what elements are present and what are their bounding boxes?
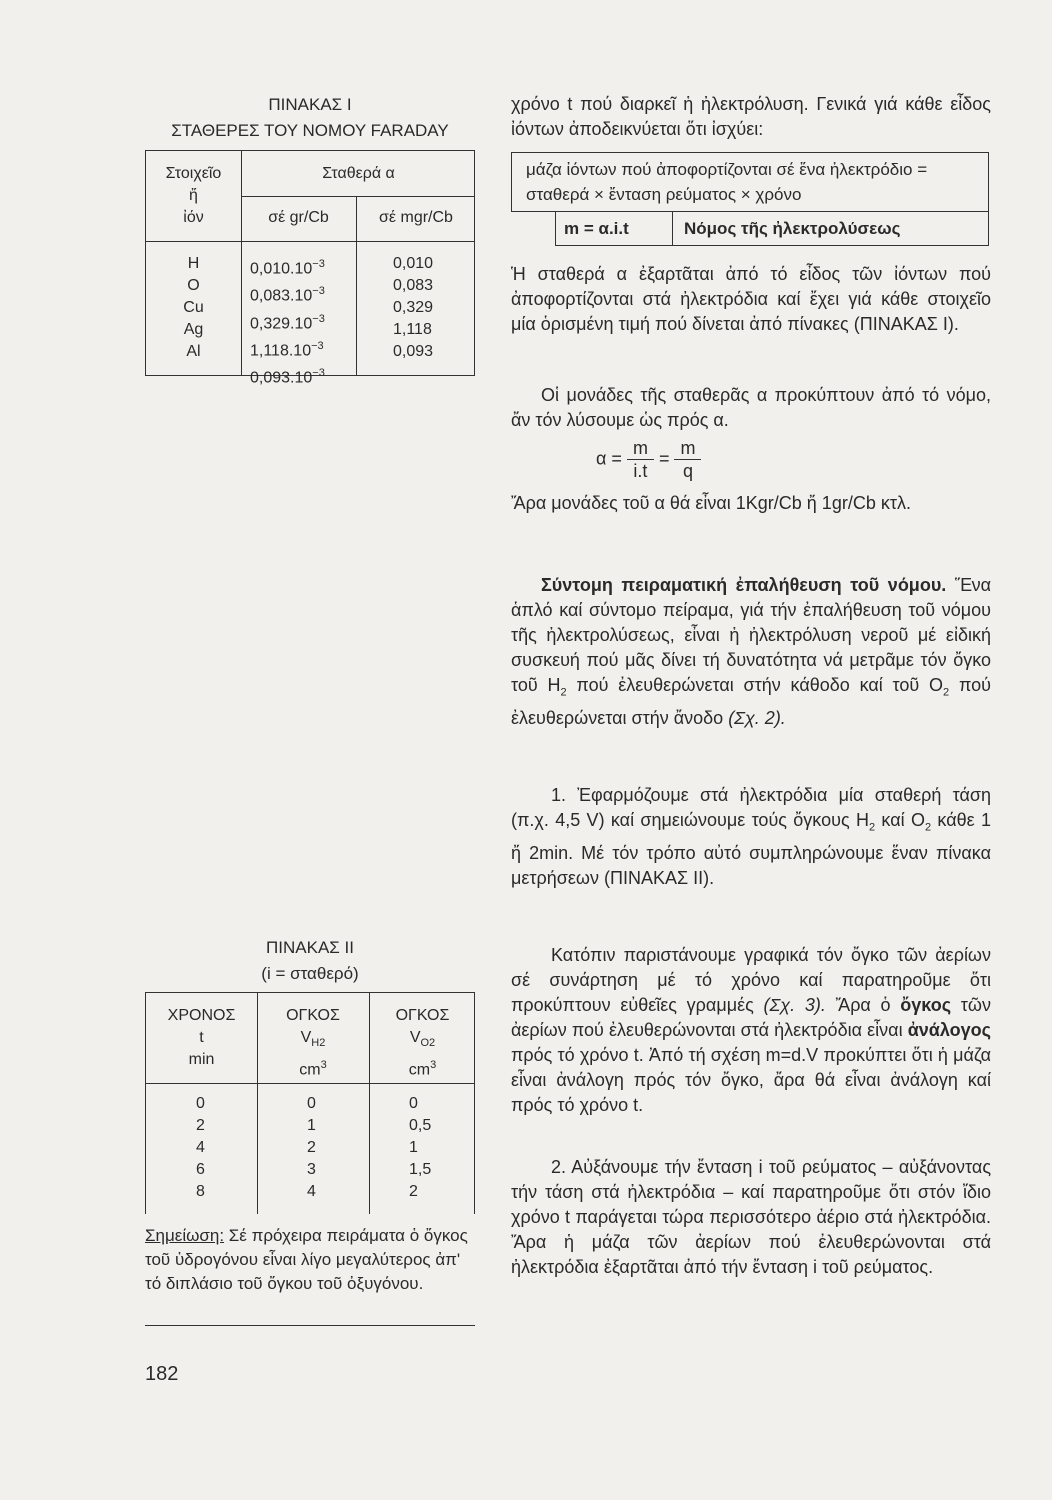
header-line: ΟΓΚΟΣ — [286, 1007, 340, 1024]
table-cell: 2 — [409, 1183, 418, 1200]
paragraph-constant: Ἡ σταθερά α ἐξαρτᾶται ἀπό τό εἶδος τῶν ἰόντων πού ἀποφορτίζονται στά ἠλεκτρόδια καί ἔχει γιά κάθε στοιχεῖο μία ὁρισμένη τιμή πού δίνεται ἀπό πίνακες (ΠΙΝΑΚΑΣ Ι). — [511, 264, 991, 334]
table-cell: 0,5 — [409, 1117, 432, 1134]
table1-col-element — [146, 253, 241, 363]
table-cell — [250, 362, 356, 389]
law-formula-box — [555, 212, 989, 246]
header-line: ἤ — [189, 187, 198, 204]
table-cell: O — [187, 277, 200, 294]
law-name: Νόμος τῆς ἠλεκτρολύσεως — [684, 219, 901, 238]
symbol: V — [300, 1029, 312, 1046]
table2-title-line2: (i = σταθερό) — [261, 964, 359, 983]
header-line: t — [199, 1029, 204, 1046]
table1-divider — [241, 196, 474, 197]
paragraph-step1 — [511, 783, 991, 891]
value: 0,329.10 — [250, 314, 313, 332]
figure-ref: (Σχ. 2). — [728, 707, 786, 728]
formula-divider — [672, 212, 673, 245]
paragraph-units: Οἱ μονάδες τῆς σταθερᾶς α προκύπτουν ἀπό τό νόμο, ἄν τόν λύσουμε ὡς πρός α. — [511, 385, 991, 430]
paragraph-step2: 2. Αὐξάνουμε τήν ἔνταση i τοῦ ρεύματος – αὐξάνοντας τήν τάση στά ἠλεκτρόδια – καί παρατηροῦμε ὅτι στόν ἴδιο χρόνο t παράγεται τώρα περισσότερο ἀέριο στά ἠλεκτρόδια. Ἄρα ἡ μάζα τῶν ἀερίων πού ἐλευθερώνονται στά ἠλεκτρόδια ἐξαρτᾶται ἀπό τήν ἔνταση i τοῦ ρεύματος. — [511, 1157, 991, 1277]
table2-title-line1: ΠΙΝΑΚΑΣ ΙΙ — [266, 938, 354, 957]
text: κάθε 1 ἤ 2min. Μέ τόν τρόπο αὐτό συμπληρώνουμε ἕναν πίνακα μετρήσεων (ΠΙΝΑΚΑΣ ΙΙ). — [511, 810, 992, 888]
value: 1,118.10 — [250, 342, 312, 360]
note — [145, 1224, 475, 1296]
table1-col-grcb — [250, 253, 356, 390]
text: τῶν ἀερίων πού ἐλευθερώνονται στά ἠλεκτρόδια εἶναι — [511, 995, 991, 1040]
subscript: 2 — [943, 686, 950, 699]
unit: cm — [408, 1061, 431, 1079]
fraction — [627, 437, 654, 482]
paragraph-units-result: Ἄρα μονάδες τοῦ α θά εἶναι 1Kgr/Cb ἤ 1gr/Cb κτλ. — [511, 493, 911, 513]
table-cell — [250, 308, 356, 335]
header-line: ἰόν — [183, 209, 204, 226]
paragraph-experiment — [511, 573, 991, 731]
table1-title-line2: ΣΤΑΘΕΡΕΣ ΤΟΥ ΝΟΜΟΥ FARADAY — [171, 121, 449, 140]
table2-header-vh2 — [257, 1005, 369, 1082]
subscript: O2 — [420, 1037, 436, 1050]
table-cell: Cu — [183, 299, 204, 316]
paragraph-intro: χρόνο t πού διαρκεῖ ἡ ἠλεκτρόλυση. Γενικά γιά κάθε εἶδος ἰόντων ἀποδεικνύεται ὅτι ἰσχύει: — [511, 94, 991, 139]
table2-col-vh2 — [307, 1093, 316, 1203]
note-rule — [145, 1325, 475, 1326]
table2-title — [145, 935, 475, 987]
table-cell: 2 — [196, 1117, 205, 1134]
table-cell: 0,093 — [393, 343, 434, 360]
table-cell: 0 — [196, 1095, 205, 1112]
text: Ἕνα ἁπλό καί σύντομο πείραμα, γιά τήν ἐπαλήθευση τοῦ νόμου τῆς ἠλεκτρολύσεως, εἶναι ἡ ἠλεκτρόλυση νεροῦ μέ εἰδική συσκευή πού μᾶς δίνει τή δυνατότητα νά μετρᾶμε τόν ὄγκο τοῦ H — [511, 575, 991, 695]
value: 0,093.10 — [250, 369, 313, 387]
table-cell: Al — [186, 343, 201, 360]
table-cell: Ag — [183, 321, 204, 338]
value: 0,010.10 — [250, 260, 313, 278]
table2-col-vo2 — [409, 1093, 431, 1203]
numerator: m — [674, 437, 701, 460]
subscript: 2 — [868, 821, 876, 834]
exponent: −3 — [311, 339, 324, 352]
equals: = — [658, 448, 670, 469]
table-cell: 1 — [409, 1139, 418, 1156]
header-line: Στοιχεῖο — [165, 165, 222, 182]
text: Κατόπιν παριστάνουμε γραφικά τόν ὄγκο τῶν ἀερίων σέ συνάρτηση μέ τό χρόνο καί παρατηροῦμε ὅτι προκύπτουν εὐθεῖες γραμμές — [511, 945, 991, 1015]
unit: cm — [299, 1061, 321, 1079]
exponent: −3 — [312, 285, 325, 298]
note-text: Σέ πρόχειρα πειράματα ὁ ὄγκος τοῦ ὑδρογόνου εἶναι λίγο μεγαλύτερος ἀπ' τό διπλάσιο τοῦ ὄγκου τοῦ ὀξυγόνου. — [145, 1226, 468, 1293]
header-line: ΟΓΚΟΣ — [395, 1007, 450, 1024]
table1 — [145, 150, 475, 387]
header-line — [369, 1054, 476, 1081]
exponent: −3 — [312, 258, 325, 270]
table-cell: 4 — [196, 1139, 205, 1156]
text: πρός τό χρόνο t. Ἀπό τή σχέση m=d.V προκύπτει ὅτι ἡ μάζα εἶναι ἀνάλογη πρός τόν ὄγκο, ἄρα θά εἶναι ἀνάλογη καί πρός τό χρόνο t. — [511, 1045, 991, 1115]
subscript: H2 — [311, 1037, 326, 1050]
table-cell: 1,5 — [409, 1161, 432, 1178]
table-cell: 3 — [307, 1161, 316, 1178]
text: Ἄρα ὁ — [825, 995, 901, 1015]
header-line — [369, 1027, 476, 1054]
table-cell — [250, 280, 356, 307]
table1-title-line1: ΠΙΝΑΚΑΣ Ι — [268, 95, 352, 114]
table1-header-mgrcb: σέ mgr/Cb — [379, 209, 453, 226]
header-line — [257, 1027, 369, 1054]
table-cell — [250, 253, 356, 280]
table-cell: 1 — [307, 1117, 316, 1134]
table2-header-vo2 — [369, 1005, 476, 1082]
table1-col-mgrcb — [393, 253, 473, 363]
formula: m = α.i.t — [564, 219, 629, 238]
table2-col-time — [196, 1093, 205, 1203]
note-label: Σημείωση: — [145, 1226, 225, 1245]
equation-lhs: α = — [596, 448, 622, 469]
table1-header-element — [146, 163, 241, 229]
bold-term: ὄγκος — [900, 995, 952, 1015]
table1-header-constant: Σταθερά α — [322, 165, 395, 182]
exponent: −3 — [312, 367, 325, 380]
table-cell: 0,010 — [393, 255, 434, 272]
figure-ref: (Σχ. 3). — [763, 995, 826, 1015]
table1-header-grcb: σέ gr/Cb — [268, 209, 329, 226]
symbol: V — [409, 1029, 421, 1046]
table1-divider — [146, 241, 474, 242]
exponent: −3 — [312, 312, 325, 325]
table-cell: 0,329 — [393, 299, 434, 316]
header-line — [257, 1054, 369, 1081]
text: 1. Ἐφαρμόζουμε στά ἠλεκτρόδια μία σταθερή τάση (π.χ. 4,5 V) καί σημειώνουμε τούς ὄγκους H — [511, 785, 991, 830]
subscript: 2 — [560, 686, 567, 699]
table-cell: 8 — [196, 1183, 205, 1200]
denominator: i.t — [633, 461, 648, 481]
paragraph-graph — [511, 943, 991, 1118]
table2 — [145, 992, 475, 1214]
table-cell: 1,118 — [393, 321, 432, 338]
numerator: m — [627, 437, 654, 460]
table-cell: H — [187, 255, 200, 272]
table2-header-time — [146, 1005, 257, 1071]
table-cell: 0 — [307, 1095, 316, 1112]
table-cell: 4 — [307, 1183, 316, 1200]
text: πού ἐλευθερώνεται στήν κάθοδο καί τοῦ O — [566, 675, 944, 695]
bold-term: ἀνάλογος — [907, 1020, 991, 1040]
law-statement-box: μάζα ἰόντων πού ἀποφορτίζονται σέ ἕνα ἠλεκτρόδιο = σταθερά × ἔνταση ρεύματος × χρόνο — [511, 152, 989, 212]
denominator: q — [682, 461, 693, 481]
value: 0,083.10 — [250, 287, 313, 305]
page-number: 182 — [145, 1363, 179, 1385]
table-cell: 2 — [307, 1139, 316, 1156]
subscript: 2 — [924, 821, 932, 834]
table-cell: 6 — [196, 1161, 205, 1178]
equation — [596, 437, 701, 482]
text: καί O — [875, 810, 925, 830]
table-cell: 0 — [409, 1095, 418, 1112]
exponent: 3 — [430, 1059, 437, 1072]
section-heading: Σύντομη πειραματική ἐπαλήθευση τοῦ νόμου. — [541, 575, 947, 595]
header-line: min — [188, 1051, 215, 1068]
table-cell — [250, 335, 356, 362]
table2-divider — [146, 1083, 474, 1084]
table-cell: 0,083 — [393, 277, 434, 294]
exponent: 3 — [320, 1059, 327, 1072]
header-line: ΧΡΟΝΟΣ — [167, 1007, 236, 1024]
text: πού ἐλευθερώνεται στήν ἄνοδο — [511, 675, 991, 728]
table1-title — [145, 92, 475, 144]
fraction — [674, 437, 701, 482]
